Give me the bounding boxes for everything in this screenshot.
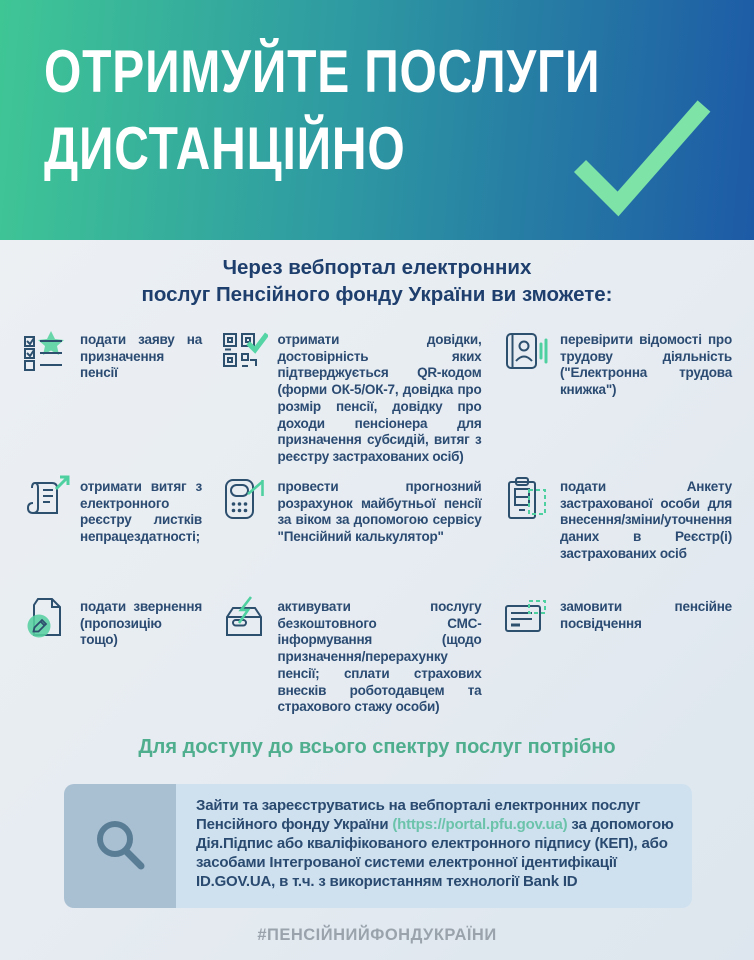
- footer-hashtag: #ПЕНСІЙНИЙФОНДУКРАЇНИ: [257, 926, 497, 944]
- services-grid: [0, 328, 754, 716]
- employment-book-icon: [502, 328, 550, 376]
- service-item-pension-calculator: [220, 475, 485, 595]
- info-text-before: Зайти та зареєструватись на вебпорталі електронних послуг Пенсійного фонду України: [196, 797, 641, 834]
- info-text: [196, 796, 674, 891]
- info-body: [176, 784, 692, 908]
- service-text: подати звернення (пропозицію тощо): [80, 599, 202, 648]
- service-text: отримати довідки, достовірність яких підтверджується QR-кодом (форми ОК-5/ОК-7, довідка про розмір пенсії, довідку про доходи пенсіонера для призначення субсидій, витяг з реєстру застрахованих осіб): [277, 332, 482, 465]
- service-text: перевірити відомості про трудову діяльність ("Електронна трудова книжка"): [560, 332, 732, 398]
- calculator-icon: [220, 475, 268, 523]
- info-text-after: за допомогою Дія.Підпис або кваліфікованого електронного підпису (КЕП), або засобами Інтегрованої системи електронної ідентифікації ID.GOV.UA, в т.ч. з використанням технології Bank ID: [196, 816, 674, 891]
- service-text: активувати послугу безкоштовного СМС-інформування (щодо призначення/перерахунку пенсії; сплати страхових внесків роботодавцем та страхового стажу особи): [277, 599, 482, 715]
- title-line-2: ДИСТАНЦІЙНО: [44, 114, 406, 182]
- intro-line-2: послуг Пенсійного фонду України ви зможете:: [141, 283, 613, 307]
- checklist-icon: [22, 328, 70, 376]
- inbox-sms-icon: [220, 595, 268, 643]
- service-item-sms-notifications: [220, 595, 485, 716]
- search-icon: [88, 814, 152, 878]
- qr-code-icon: [220, 328, 268, 376]
- access-heading: Для доступу до всього спектру послуг потрібно: [138, 736, 616, 758]
- document-pencil-icon: [22, 595, 70, 643]
- intro-line-1: Через вебпортал електронних: [222, 256, 532, 279]
- scroll-document-icon: [22, 475, 70, 523]
- service-text: замовити пенсійне посвідчення: [560, 599, 732, 631]
- portal-link[interactable]: (https://portal.pfu.gov.ua): [392, 816, 568, 834]
- service-text: провести прогнозний розрахунок майбутньої пенсії за віком за допомогою сервісу "Пенсійний калькулятор": [277, 479, 482, 545]
- service-item-pension-certificate: [502, 595, 732, 716]
- service-item-employment-record: [502, 328, 732, 475]
- clipboard-form-icon: [502, 475, 550, 523]
- service-item-apply-pension: [22, 328, 202, 475]
- title-line-1: ОТРИМУЙТЕ ПОСЛУГИ: [44, 38, 601, 105]
- page-title: [44, 34, 600, 188]
- intro-subtitle: [0, 254, 754, 308]
- service-text: отримати витяг з електронного реєстру листків непрацездатності;: [80, 479, 202, 545]
- info-icon-panel: [64, 784, 176, 908]
- service-text: подати Анкету застрахованої особи для внесення/зміни/уточнення даних в Реєстр(і) застрахованих осіб: [560, 479, 732, 561]
- service-item-certificates-qr: [220, 328, 485, 475]
- service-item-submit-appeal: [22, 595, 202, 716]
- checkmark-icon: [566, 98, 716, 218]
- header-banner: [0, 0, 754, 240]
- service-item-insured-person-form: [502, 475, 732, 595]
- service-text: подати заяву на призначення пенсії: [80, 332, 202, 381]
- service-item-sick-leave-extract: [22, 475, 202, 595]
- id-card-icon: [502, 595, 550, 643]
- info-box: [64, 784, 692, 908]
